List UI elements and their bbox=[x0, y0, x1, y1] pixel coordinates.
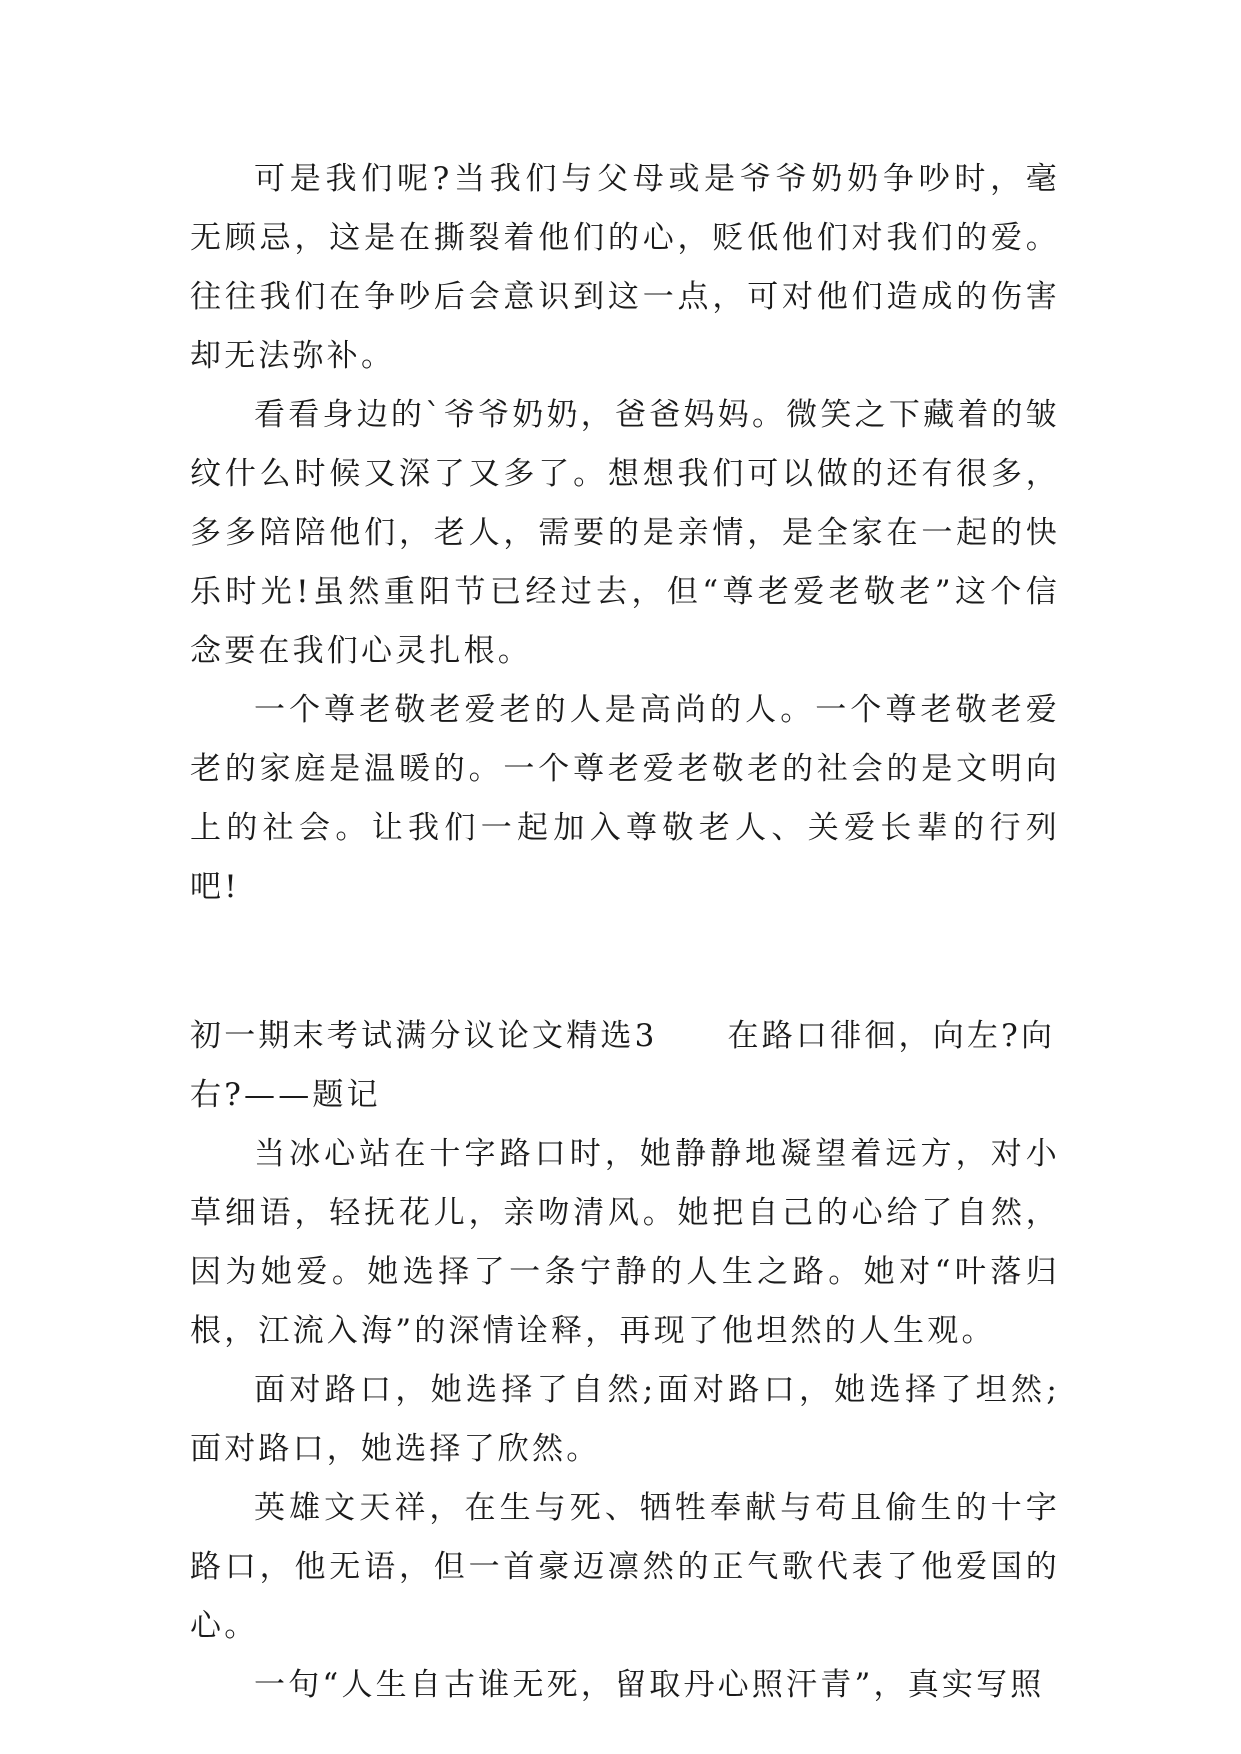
document-body bbox=[190, 150, 1060, 1715]
section-heading-line bbox=[190, 1007, 1060, 1125]
paragraph: 一个尊老敬老爱老的人是高尚的人。一个尊老敬老爱老的家庭是温暖的。一个尊老爱老敬老的社会的是文明向上的社会。让我们一起加入尊敬老人、关爱长辈的行列吧! bbox=[190, 692, 1060, 905]
section-spacer bbox=[190, 917, 1060, 1007]
paragraph: 英雄文天祥，在生与死、牺牲奉献与苟且偷生的十字路口，他无语，但一首豪迈凛然的正气歌代表了他爱国的心。 bbox=[190, 1490, 1060, 1644]
paragraph: 面对路口，她选择了自然;面对路口，她选择了坦然;面对路口，她选择了欣然。 bbox=[190, 1372, 1060, 1467]
paragraph: 看看身边的`爷爷奶奶，爸爸妈妈。微笑之下藏着的皱纹什么时候又深了又多了。想想我们可以做的还有很多，多多陪陪他们，老人，需要的是亲情，是全家在一起的快乐时光!虽然重阳节已经过去，但“尊老爱老敬老”这个信念要在我们心灵扎根。 bbox=[190, 397, 1060, 669]
paragraph: 一句“人生自古谁无死，留取丹心照汗青”，真实写照 bbox=[254, 1667, 1045, 1703]
epigraph: 在路口徘徊，向左?向右?——题记 bbox=[190, 1018, 1056, 1113]
paragraph: 当冰心站在十字路口时，她静静地凝望着远方，对小草细语，轻抚花儿，亲吻清风。她把自己的心给了自然，因为她爱。她选择了一条宁静的人生之路。她对“叶落归根，江流入海”的深情诠释，再现了他坦然的人生观。 bbox=[190, 1136, 1060, 1349]
section-title: 初一期末考试满分议论文精选3 bbox=[190, 1018, 658, 1054]
paragraph: 可是我们呢?当我们与父母或是爷爷奶奶争吵时，毫无顾忌，这是在撕裂着他们的心，贬低他们对我们的爱。往往我们在争吵后会意识到这一点，可对他们造成的伤害却无法弥补。 bbox=[190, 161, 1060, 374]
